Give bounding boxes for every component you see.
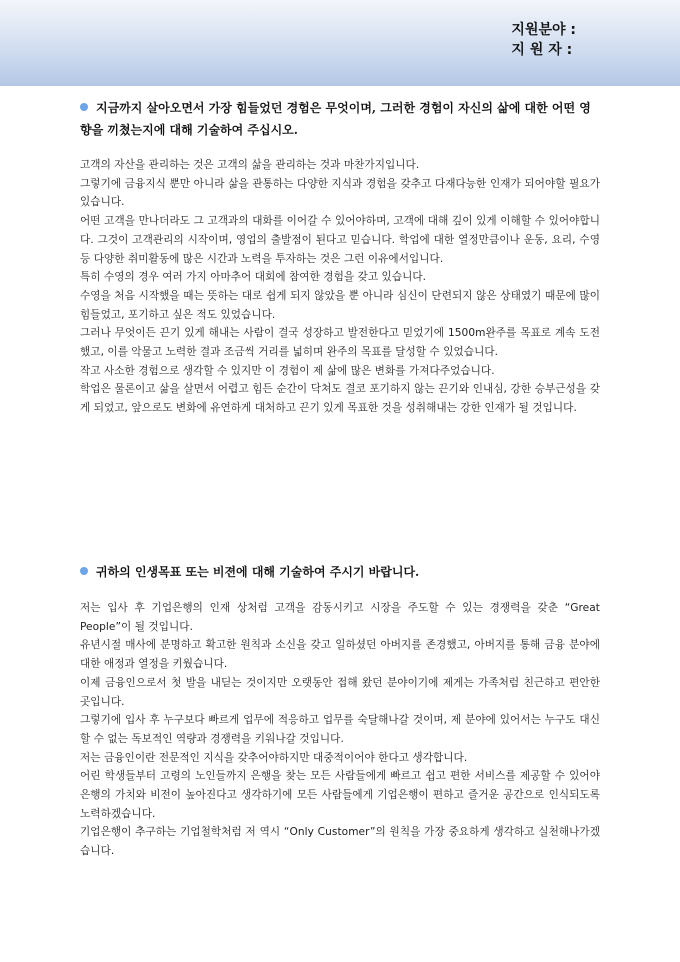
page-header bbox=[0, 0, 680, 86]
answer-1-paragraph: 그러나 무엇이든 끈기 있게 해내는 사람이 결국 성장하고 발전한다고 믿었기에 1500m완주를 목표로 계속 도전했고, 이를 악물고 노력한 결과 조금씩 거리를 넓히며 완주의 목표를 달성할 수 있었습니다. bbox=[80, 327, 600, 359]
question-2-text: 귀하의 인생목표 또는 비젼에 대해 기술하여 주시기 바랍니다. bbox=[96, 565, 420, 579]
answer-1-paragraph: 그렇기에 금융지식 뿐만 아니라 삶을 관통하는 다양한 지식과 경험을 갖추고 다재다능한 인재가 되어야할 필요가 있습니다. bbox=[80, 177, 600, 209]
answer-1-paragraph: 특히 수영의 경우 여러 가지 아마추어 대회에 참여한 경험을 갖고 있습니다. bbox=[80, 271, 427, 284]
answer-2 bbox=[80, 599, 600, 861]
answer-1-paragraph: 학업은 물론이고 삶을 살면서 어렵고 힘든 순간이 닥쳐도 결코 포기하지 않는 끈기와 인내심, 강한 승부근성을 갖게 되었고, 앞으로도 변화에 유연하게 대처하고 끈기 있게 목표한 것을 성취해내는 강한 인재가 될 것입니다. bbox=[80, 383, 600, 415]
question-1-text: 지금까지 살아오면서 가장 힘들었던 경험은 무엇이며, 그러한 경험이 자신의 삶에 대한 어떤 영향을 끼쳤는지에 대해 기술하여 주십시오. bbox=[80, 101, 591, 137]
applicant-name-label: 지 원 자 : bbox=[511, 42, 573, 58]
answer-1-paragraph: 수영을 처음 시작했을 때는 뜻하는 대로 쉽게 되지 않았을 뿐 아니라 심신이 단련되지 않은 상태였기 때문에 많이 힘들었고, 포기하고 싶은 적도 있었습니다. bbox=[80, 289, 600, 321]
answer-1 bbox=[80, 156, 600, 418]
answer-1-paragraph: 어떤 고객을 만나더라도 그 고객과의 대화를 이어갈 수 있어야하며, 고객에 대해 깊이 있게 이해할 수 있어야합니다. 그것이 고객관리의 시작이며, 영업의 출발점이 된다고 믿습니다. 학업에 대한 열정만큼이나 운동, 요리, 수영 등 다양한 취미활동에 많은 시간과 노력을 투자하는 것은 그런 이유에서입니다. bbox=[80, 215, 600, 265]
answer-2-paragraph: 그렇기에 입사 후 누구보다 빠르게 업무에 적응하고 업무를 숙달해나갈 것이며, 제 분야에 있어서는 누구도 대신할 수 없는 독보적인 역량과 경쟁력을 키워나갈 것입니다. bbox=[80, 714, 600, 745]
question-2-title bbox=[80, 561, 600, 583]
applicant-info bbox=[511, 20, 576, 60]
answer-2-paragraph: 저는 입사 후 기업은행의 인재 상처럼 고객을 감동시키고 시장을 주도할 수 있는 경쟁력을 갖춘 “Great People”이 될 것입니다. bbox=[80, 602, 600, 633]
answer-2-paragraph: 저는 금융인이란 전문적인 지식을 갖추어야하지만 대중적이어야 한다고 생각합니다. bbox=[80, 751, 468, 764]
answer-2-paragraph: 유년시절 매사에 분명하고 확고한 원칙과 소신을 갖고 일하셨던 아버지를 존경했고, 아버지를 통해 금융 분야에 대한 애정과 열정을 키웠습니다. bbox=[80, 639, 600, 671]
answer-1-paragraph: 고객의 자산을 관리하는 것은 고객의 삶을 관리하는 것과 마찬가지입니다. bbox=[80, 159, 420, 171]
answer-1-paragraph: 작고 사소한 경험으로 생각할 수 있지만 이 경험이 제 삶에 많은 변화를 가져다주었습니다. bbox=[80, 364, 495, 377]
bullet-icon bbox=[80, 567, 88, 575]
answer-2-paragraph: 기업은행이 추구하는 기업철학처럼 저 역시 “Only Customer”의 원칙을 가장 중요하게 생각하고 실천해나가겠습니다. bbox=[80, 826, 600, 858]
field-label: 지원분야 : bbox=[511, 22, 576, 38]
question-1-title bbox=[80, 97, 600, 141]
answer-2-paragraph: 어린 학생들부터 고령의 노인들까지 은행을 찾는 모든 사람들에게 빠르고 쉽고 편한 서비스를 제공할 수 있어야 은행의 가치와 비전이 높아진다고 생각하기에 모든 사람들에게 기업은행이 편하고 즐거운 공간으로 인식되도록 노력하겠습니다. bbox=[80, 770, 600, 820]
bullet-icon bbox=[80, 103, 88, 111]
answer-2-paragraph: 이제 금융인으로서 첫 발을 내딛는 것이지만 오랫동안 접해 왔던 분야이기에 제게는 가족처럼 친근하고 편안한 곳입니다. bbox=[80, 676, 600, 708]
